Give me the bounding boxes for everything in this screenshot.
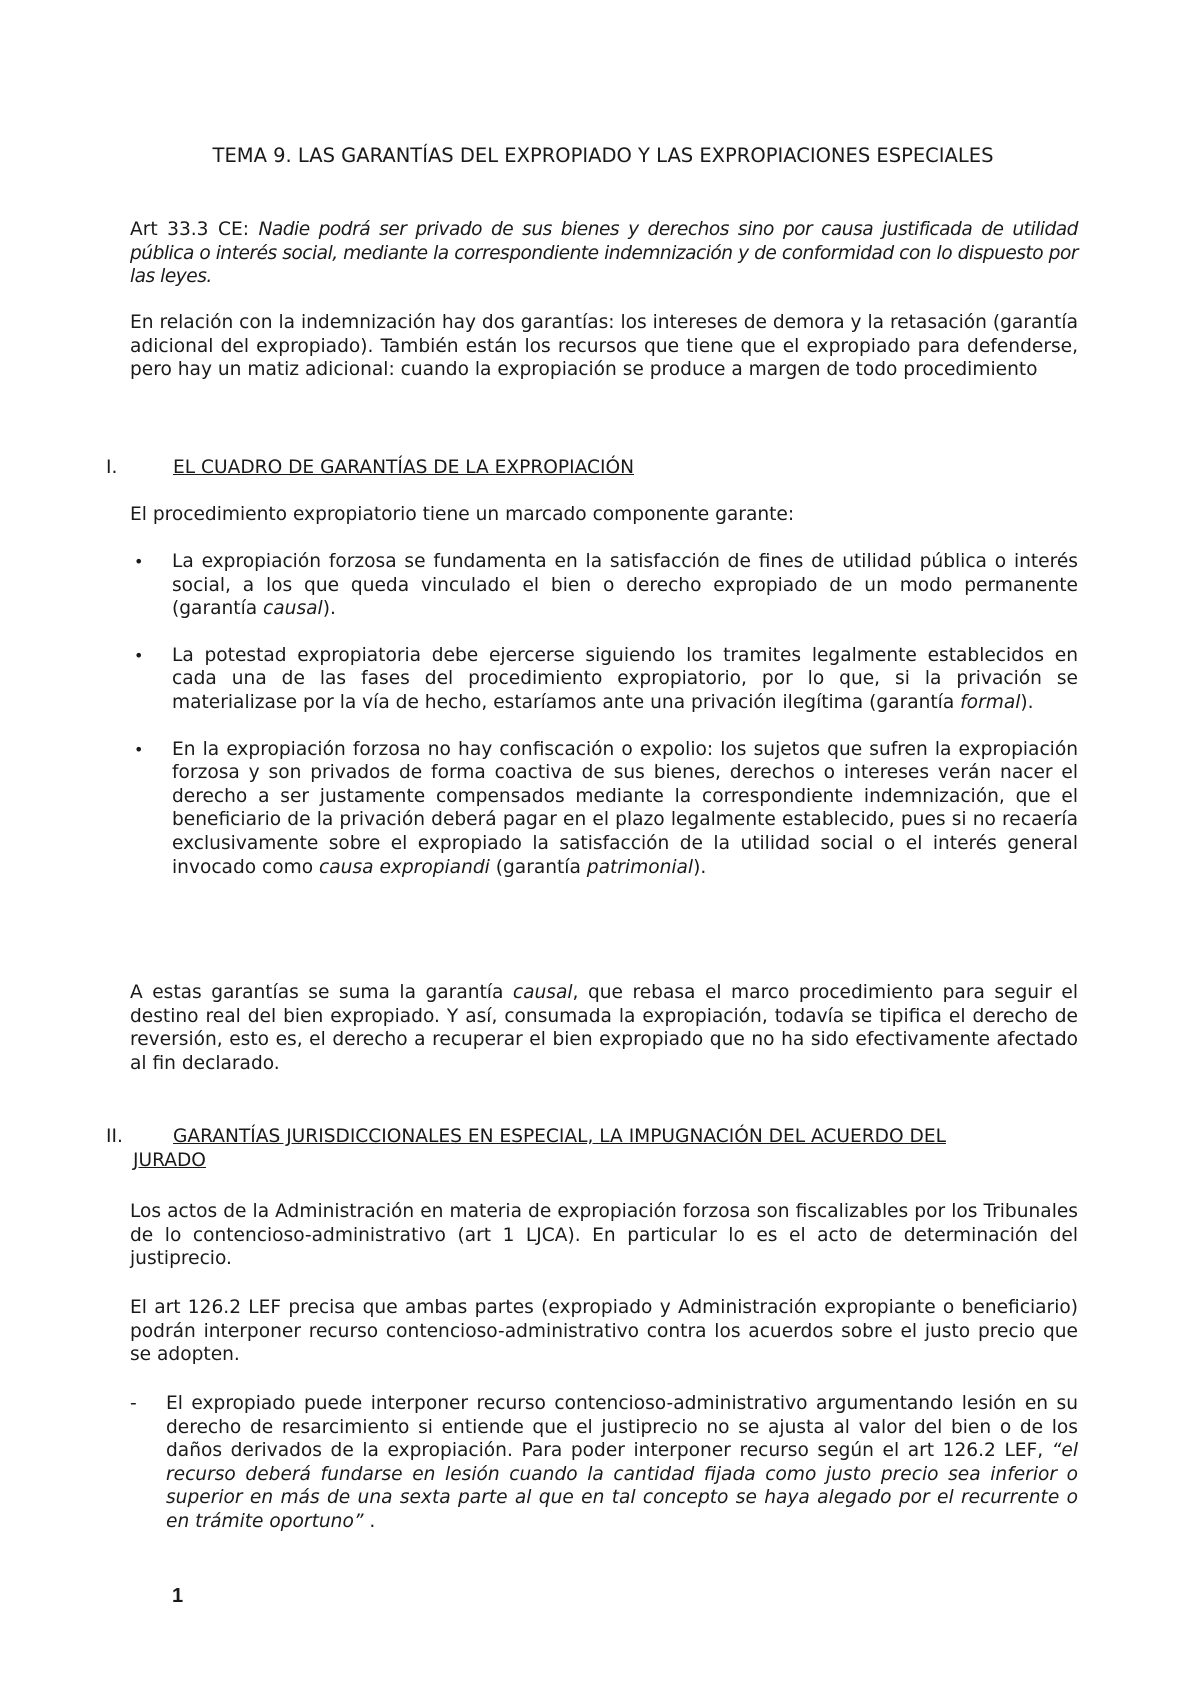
section-1-intro-text: El procedimiento expropiatorio tiene un marcado componente garante: xyxy=(130,504,795,525)
intro-prefix: Art 33.3 CE: xyxy=(130,219,259,240)
bullet-icon: • xyxy=(134,645,144,665)
section-2-heading xyxy=(106,1125,1078,1172)
paragraph-actos-text: Los actos de la Administración en materia de expropiación forzosa son fiscalizables por los Tribunales de lo contencioso-administrativo (art 1 LJCA). En particular lo es el acto de determinación del justiprecio. xyxy=(130,1201,1078,1270)
bullet-icon: • xyxy=(134,552,144,571)
paragraph-suma: A estas garantías se suma la garantía causal, que rebasa el marco procedimiento para seguir el destino real del bien expropiado. Y así, consumada la expropiación, todavía se tipifica el derecho de reversión, esto es, el derecho a recuperar el bien expropiado que no ha sido efectivamente afectado al fin declarado. xyxy=(130,982,1079,1074)
intro-paragraph xyxy=(130,218,1078,289)
list-item: • En la expropiación forzosa no hay confiscación o expolio: los sujetos que sufren la expropiación forzosa y son privados de forma coactiva de sus bienes, derechos o intereses verán nacer el derecho a ser justamente compensados mediante la correspondiente indemnización, que el beneficiario de la privación deberá pagar en el plazo legalmente establecido, pues si no recaería exclusivamente sobre el expropiado la satisfacción de la utilidad social o el interés general invocado como causa expropiandi (garantía patrimonial). xyxy=(134,738,1078,878)
section-1-heading xyxy=(106,456,1078,480)
section-1-number: I. xyxy=(106,457,118,478)
list-item: • La potestad expropiatoria debe ejercerse siguiendo los tramites legalmente establecidos en cada una de las fases del procedimiento expropiatorio, por lo que, si la privación se materializase por la vía de hecho, estaríamos ante una privación ilegítima (garantía formal). xyxy=(134,644,1078,713)
section-2-title: GARANTÍAS JURISDICCIONALES EN ESPECIAL, LA IMPUGNACIÓN DEL ACUERDO DEL JURADO xyxy=(133,1126,946,1171)
dash-item-text: El expropiado puede interponer recurso contencioso-administrativo argumentando lesión en su derecho de resarcimiento si entiende que el justiprecio no se ajusta al valor del bien o de los daños derivados de la expropiación. Para poder interponer recurso según el art 126.2 LEF, “el recurso deberá fundarse en lesión cuando la cantidad fijada como justo precio sea inferior o superior en más de una sexta parte al que en tal concepto se haya alegado por el recurrente o en trámite oportuno” . xyxy=(166,1393,1078,1532)
dash-marker: - xyxy=(130,1393,137,1414)
page-number: 1 xyxy=(172,1585,184,1607)
paragraph-relacion xyxy=(130,311,1078,382)
section-2-number: II. xyxy=(106,1126,123,1147)
document-title: TEMA 9. LAS GARANTÍAS DEL EXPROPIADO Y LAS EXPROPIACIONES ESPECIALES xyxy=(212,144,994,167)
intro-quote: Nadie podrá ser privado de sus bienes y derechos sino por causa justificada de utilidad pública o interés social, mediante la correspondiente indemnización y de conformidad con lo dispuesto por las leyes. xyxy=(130,219,1078,288)
paragraph-relacion-text: En relación con la indemnización hay dos garantías: los intereses de demora y la retasación (garantía adicional del expropiado). También están los recursos que tiene que el expropiado para defenderse, pero hay un matiz adicional: cuando la expropiación se produce a margen de todo procedimiento xyxy=(130,312,1078,381)
paragraph-art-text: El art 126.2 LEF precisa que ambas partes (expropiado y Administración expropiante o beneficiario) podrán interponer recurso contencioso-administrativo contra los acuerdos sobre el justo precio que se adopten. xyxy=(130,1297,1078,1366)
section-1-intro xyxy=(130,503,1078,527)
paragraph-art xyxy=(130,1296,1078,1367)
section-1-title: EL CUADRO DE GARANTÍAS DE LA EXPROPIACIÓN xyxy=(173,457,635,478)
paragraph-actos xyxy=(130,1200,1078,1271)
bullet-icon: • xyxy=(134,739,144,759)
list-item: • La expropiación forzosa se fundamenta en la satisfacción de fines de utilidad pública o interés social, a los que queda vinculado el bien o derecho expropiado de un modo permanente (garantía causal). xyxy=(134,551,1078,620)
dash-list-item xyxy=(130,1392,1078,1534)
guarantees-list xyxy=(130,550,1078,902)
